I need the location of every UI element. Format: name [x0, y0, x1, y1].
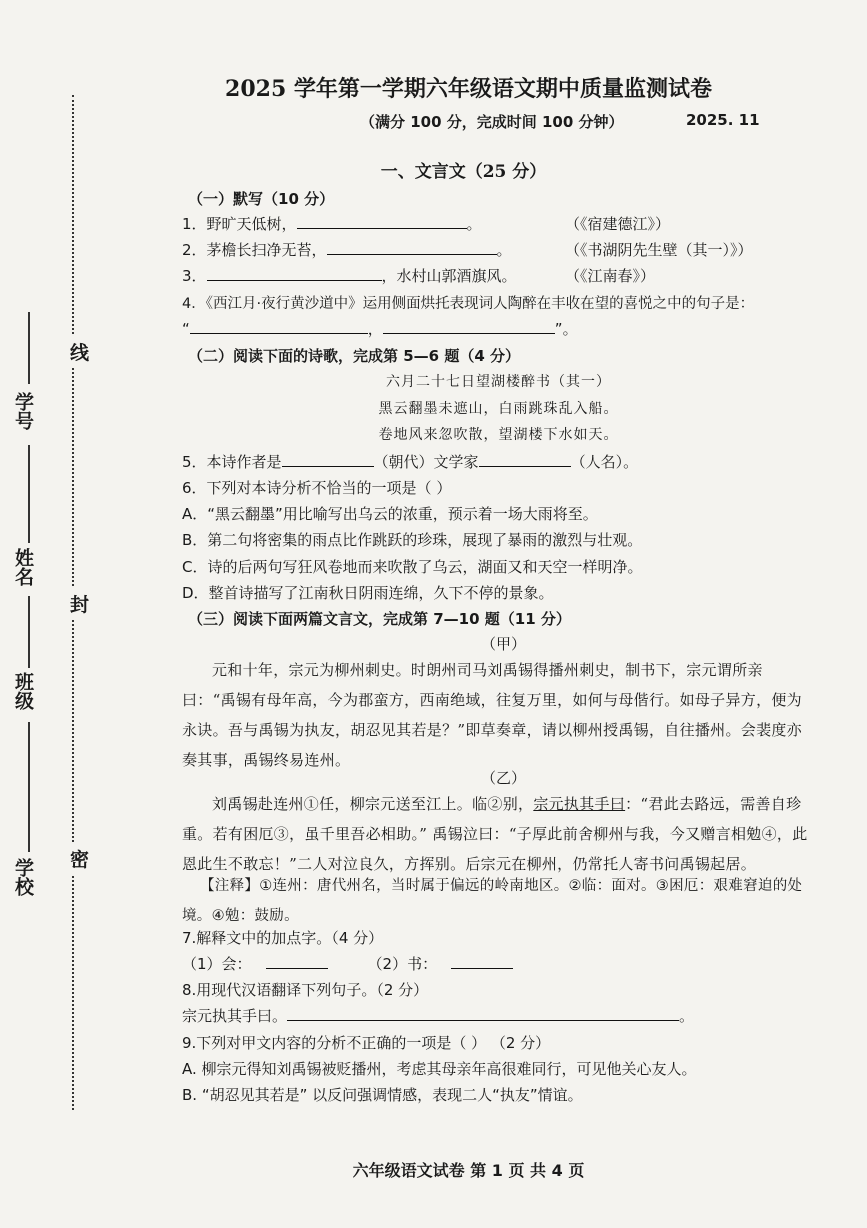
exam-title: 2025 学年第一学期六年级语文期中质量监测试卷: [225, 76, 712, 102]
passage-yi: [182, 789, 812, 879]
q2-blank[interactable]: [327, 240, 497, 255]
q1-source: （《宿建德江》）: [565, 215, 671, 233]
q1-blank[interactable]: [297, 214, 467, 229]
passage-yi-part2: ：“君此去路远，需善自珍重。若有困厄③，虽千里吾必相助。” 禹锡泣曰：“子厚此前舍柳州与我，今又赠言相勉④，此恩此生不敢忘！”二人对泣良久，方挥别。后宗元在柳州，仍常托人寄书问禹锡起居。: [182, 795, 808, 873]
q5-blank-dynasty[interactable]: [282, 452, 374, 467]
part3-heading: （三）阅读下面两篇文言文，完成第 7—10 题（11 分）: [188, 610, 571, 628]
q4-blank-2[interactable]: [383, 319, 555, 334]
q7-b-label: （2）书：: [367, 955, 438, 973]
q2-text: 2．茅檐长扫净无苔，: [182, 241, 327, 259]
q6-option-a: A．“黑云翻墨”用比喻写出乌云的浓重，预示着一场大雨将至。: [182, 505, 598, 523]
q5-text-a: 5．本诗作者是: [182, 453, 282, 471]
passage-jia: 元和十年，宗元为柳州刺史。时朗州司马刘禹锡得播州刺史，制书下，宗元谓所亲曰：“禹锡有母年高，今为郡蛮方，西南绝域，往复万里，如何与母偕行。如母子异方，便为永诀。吾与禹锡为执友，胡忍见其若是？”即草奏章，请以柳州授禹锡，自往播州。会裴度亦奏其事，禹锡终易连州。: [182, 661, 802, 769]
q2-source: （《书湖阴先生壁（其一）》）: [565, 241, 753, 259]
q4-close-quote: ”。: [554, 320, 578, 338]
annotation-note: 【注释】①连州：唐代州名，当时属于偏远的岭南地区。②临：面对。③困厄：艰难窘迫的处境。④勉：鼓励。: [182, 878, 803, 924]
q4-text: 4．《西江月·夜行黄沙道中》运用侧面烘托表现词人陶醉在丰收在望的喜悦之中的句子是：: [182, 296, 755, 312]
q6-option-c: C．诗的后两句写狂风卷地而来吹散了乌云，湖面又和天空一样明净。: [182, 558, 643, 576]
q4-open-quote: “: [182, 320, 190, 338]
q6-option-d: D．整首诗描写了江南秋日阴雨连绵，久下不停的景象。: [182, 584, 554, 602]
exam-subtitle: （满分 100 分，完成时间 100 分钟）: [360, 113, 624, 131]
q2-end: 。: [496, 241, 512, 259]
q9-option-b: B. “胡忍见其若是” 以反问强调情感，表现二人“执友”情谊。: [182, 1086, 583, 1104]
poem-title: 六月二十七日望湖楼醉书（其一）: [386, 374, 611, 390]
passage-yi-label: （乙）: [480, 769, 526, 787]
q5-text-c: （人名）。: [570, 453, 639, 471]
q9-text: 9.下列对甲文内容的分析不正确的一项是（ ） （2 分）: [182, 1034, 551, 1052]
poem-line-1: 黑云翻墨未遮山，白雨跳珠乱入船。: [378, 401, 619, 417]
q3-line: [182, 265, 517, 286]
q5-line: [182, 451, 638, 472]
q1-text: 1．野旷天低树，: [182, 215, 297, 233]
q1-end: 。: [466, 215, 482, 233]
q7-a-blank[interactable]: [266, 954, 328, 969]
q4-answer-line: [182, 318, 578, 339]
q1-line: [182, 213, 482, 234]
q7-a-label: （1）会：: [182, 955, 252, 973]
q6-text: 6．下列对本诗分析不恰当的一项是（ ）: [182, 479, 452, 497]
passage-yi-part1: 刘禹锡赴连州①任，柳宗元送至江上。临②别，: [212, 795, 534, 813]
class-label: 班级: [12, 672, 34, 710]
q3-num: 3．: [182, 267, 207, 285]
q6-option-b: B．第二句将密集的雨点比作跳跃的珍珠，展现了暴雨的激烈与壮观。: [182, 531, 643, 549]
student-id-label: 学号: [12, 392, 34, 430]
part2-heading: （二）阅读下面的诗歌，完成第 5—6 题（4 分）: [188, 347, 520, 365]
class-field[interactable]: [28, 596, 30, 668]
section-heading: 一、文言文（25 分）: [380, 162, 547, 182]
q9-option-a: A. 柳宗元得知刘禹锡被贬播州，考虑其母亲年高很难同行，可见他关心友人。: [182, 1060, 697, 1078]
poem-line-2: 卷地风来忽吹散，望湖楼下水如天。: [378, 427, 619, 443]
q8-sentence-line: 宗元执其手曰。 。: [182, 1007, 695, 1025]
q8-answer-blank[interactable]: [287, 1006, 679, 1021]
q8-sentence: 宗元执其手曰。: [182, 1007, 288, 1025]
binding-char-feng: 封: [70, 588, 89, 619]
q3-blank[interactable]: [207, 266, 382, 281]
q2-line: [182, 239, 512, 260]
name-label: 姓名: [12, 548, 34, 586]
exam-date: 2025. 11: [686, 111, 760, 129]
q4-blank-1[interactable]: [190, 319, 368, 334]
school-label: 学校: [12, 858, 34, 896]
q8-text: 8.用现代汉语翻译下列句子。（2 分）: [182, 981, 429, 999]
part1-heading: （一）默写（10 分）: [188, 190, 335, 208]
page-footer: 六年级语文试卷 第 1 页 共 4 页: [352, 1161, 585, 1180]
q5-blank-name[interactable]: [479, 452, 571, 467]
q7-answers: [182, 953, 513, 974]
q7-text: 7.解释文中的加点字。（4 分）: [182, 929, 384, 947]
q3-source: （《江南春》）: [565, 267, 656, 285]
passage-jia-label: （甲）: [480, 635, 526, 653]
q3-text: ，水村山郭酒旗风。: [381, 267, 517, 285]
q4-comma: ，: [367, 320, 383, 338]
q7-b-blank[interactable]: [451, 954, 513, 969]
name-field[interactable]: [28, 445, 30, 543]
binding-char-mi: 密: [70, 843, 89, 874]
binding-char-xian: 线: [70, 336, 89, 367]
binding-margin: [0, 0, 100, 1228]
q5-text-b: （朝代）文学家: [373, 453, 479, 471]
passage-yi-underlined: 宗元执其手曰: [533, 795, 626, 813]
